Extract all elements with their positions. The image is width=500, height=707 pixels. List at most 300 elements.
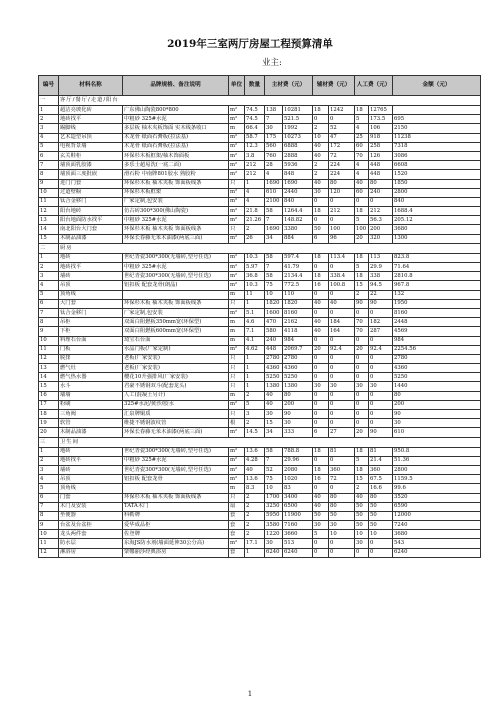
amount: 2448 (393, 318, 481, 327)
quantity: 1 (245, 179, 265, 188)
quantity: 74.5 (245, 115, 265, 124)
amount: 1440 (393, 382, 481, 391)
table-row (39, 115, 481, 124)
item-number: 4 (39, 281, 59, 290)
amount: 90 (393, 410, 481, 419)
auxiliary-price: 40 (313, 318, 329, 327)
unit: m (229, 318, 245, 327)
brand-spec: 世纪青瓷300*300(无墙砖,型号任选) (123, 272, 229, 281)
labor-cost: 0 (369, 354, 393, 363)
material-name: 钛合金移门 (59, 197, 123, 206)
material-name: 过道壁橱 (59, 188, 123, 197)
auxiliary-price: 50 (313, 225, 329, 234)
main-material-cost: 848 (283, 170, 313, 179)
item-number: 9 (39, 327, 59, 336)
table-row (39, 530, 481, 539)
unit: m (229, 327, 245, 336)
labor-cost: 240 (369, 188, 393, 197)
main-material-cost: 333 (283, 428, 313, 437)
labor-cost: 200 (369, 225, 393, 234)
material-name: 燃气灶 (59, 364, 123, 373)
auxiliary-price: 40 (313, 327, 329, 336)
brand-spec: 中粗砂 325#水泥 (123, 115, 229, 124)
quantity: 1 (245, 382, 265, 391)
table-row (39, 253, 481, 262)
item-number: 3 (39, 272, 59, 281)
quantity: 4.62 (245, 345, 265, 354)
labor-price: 25 (355, 133, 369, 142)
auxiliary-cost: 0 (329, 419, 355, 428)
brand-spec: 环保杉木板 柚木夹板 饰面板线条 (123, 493, 229, 502)
main-material-price: 15 (265, 419, 283, 428)
amount: 823.8 (393, 253, 481, 262)
main-material-cost: 2162 (283, 318, 313, 327)
auxiliary-price: 0 (313, 290, 329, 299)
item-number: 9 (39, 521, 59, 530)
item-number: 20 (39, 428, 59, 437)
material-name: 台盆及台盆柜 (59, 521, 123, 530)
labor-price: 15 (355, 281, 369, 290)
auxiliary-price: 0 (313, 336, 329, 345)
amount: 1850 (393, 179, 481, 188)
auxiliary-cost: 0 (329, 539, 355, 548)
auxiliary-price: 5 (313, 530, 329, 539)
unit: m (229, 124, 245, 133)
main-material-cost: 148.82 (283, 216, 313, 225)
brand-spec (123, 290, 229, 299)
item-number: 12 (39, 548, 59, 557)
material-name: 阳台地砖 (59, 207, 123, 216)
main-material-price: 58 (265, 447, 283, 456)
labor-price: 18 (355, 447, 369, 456)
item-number: 4 (39, 133, 59, 142)
auxiliary-price: 2 (313, 124, 329, 133)
labor-price: 90 (355, 299, 369, 308)
quantity: 21.26 (245, 216, 265, 225)
item-number: 11 (39, 197, 59, 206)
item-number: 16 (39, 391, 59, 400)
brand-spec: 人工(混凝土另计) (123, 391, 229, 400)
main-material-cost: 1020 (283, 475, 313, 484)
auxiliary-cost: 96 (329, 234, 355, 243)
unit: 套 (229, 530, 245, 539)
section-row (39, 96, 481, 106)
quantity: 2 (245, 521, 265, 530)
labor-cost: 12765 (369, 106, 393, 115)
labor-price: 0 (355, 308, 369, 317)
main-material-price: 470 (265, 318, 283, 327)
material-name: 大门套 (59, 299, 123, 308)
header-cell: 单位 (229, 76, 245, 96)
item-number: 10 (39, 188, 59, 197)
brand-spec: 厂家定制,包安装 (123, 197, 229, 206)
main-material-price: 34 (265, 234, 283, 243)
main-material-price: 75 (265, 475, 283, 484)
unit: m² (229, 161, 245, 170)
auxiliary-cost: 0 (329, 197, 355, 206)
unit: 只 (229, 382, 245, 391)
main-material-price: 1600 (265, 308, 283, 317)
auxiliary-cost: 72 (329, 151, 355, 160)
table-row (39, 502, 481, 511)
material-name: 墙顶面乳胶漆 (59, 161, 123, 170)
item-number: 5 (39, 142, 59, 151)
auxiliary-cost: 0 (329, 391, 355, 400)
amount: 71.64 (393, 263, 481, 272)
quantity: 5 (245, 400, 265, 409)
amount: 695 (393, 115, 481, 124)
amount: 6608 (393, 161, 481, 170)
labor-cost: 29.9 (369, 263, 393, 272)
brand-spec: 君豪不锈钢双斗(配套龙头) (123, 382, 229, 391)
item-number: 18 (39, 410, 59, 419)
auxiliary-price: 16 (313, 475, 329, 484)
amount: 4569 (393, 327, 481, 336)
labor-price: 0 (355, 400, 369, 409)
quantity: 5.1 (245, 308, 265, 317)
unit: m² (229, 447, 245, 456)
brand-spec: 325#水泥/黄沙/胶水 (123, 400, 229, 409)
material-name: 地砖找平 (59, 456, 123, 465)
item-number: 2 (39, 456, 59, 465)
material-name: 木制品油漆 (59, 234, 123, 243)
auxiliary-cost: 100.8 (329, 281, 355, 290)
amount: 5250 (393, 373, 481, 382)
main-material-cost: 5250 (283, 373, 313, 382)
item-number: 2 (39, 115, 59, 124)
item-number: 8 (39, 318, 59, 327)
amount: 132 (393, 290, 481, 299)
amount: 8160 (393, 308, 481, 317)
item-number: 13 (39, 364, 59, 373)
main-material-cost: 1264.4 (283, 207, 313, 216)
main-material-price: 6240 (265, 548, 283, 557)
main-material-cost: 772.5 (283, 281, 313, 290)
main-material-price: 10 (265, 290, 283, 299)
item-number: 15 (39, 234, 59, 243)
material-name: 钛合金移门 (59, 308, 123, 317)
main-material-cost: 8160 (283, 308, 313, 317)
labor-cost: 90 (369, 299, 393, 308)
auxiliary-price: 0 (313, 308, 329, 317)
auxiliary-price: 10 (313, 133, 329, 142)
auxiliary-cost: 0 (329, 400, 355, 409)
main-material-cost: 83 (283, 484, 313, 493)
main-material-cost: 7160 (283, 521, 313, 530)
auxiliary-cost: 0 (329, 263, 355, 272)
table-header-row (39, 76, 481, 96)
amount: 4360 (393, 364, 481, 373)
section-title: 客厅/餐厅/走道/阳台 (59, 96, 481, 106)
quantity: 1 (245, 373, 265, 382)
table-row (39, 493, 481, 502)
table-row (39, 318, 481, 327)
brand-spec: 环保杉木板 柚木夹板 饰面板线条 (123, 225, 229, 234)
brand-spec: 琦宝石台面 (123, 336, 229, 345)
labor-price: 18 (355, 253, 369, 262)
auxiliary-cost: 10 (329, 530, 355, 539)
auxiliary-price: 18 (313, 106, 329, 115)
labor-cost: 126 (369, 151, 393, 160)
labor-cost: 212 (369, 207, 393, 216)
unit: m² (229, 142, 245, 151)
auxiliary-cost: 0 (329, 456, 355, 465)
labor-price: 0 (355, 410, 369, 419)
labor-price: 60 (355, 188, 369, 197)
auxiliary-price: 20 (313, 345, 329, 354)
amount: 200 (393, 400, 481, 409)
table-row (39, 142, 481, 151)
quantity: 74.5 (245, 106, 265, 115)
auxiliary-price: 18 (313, 253, 329, 262)
labor-cost: 94.5 (369, 281, 393, 290)
auxiliary-cost: 0 (329, 115, 355, 124)
amount: 51.36 (393, 456, 481, 465)
auxiliary-cost: 113.4 (329, 253, 355, 262)
main-material-cost: 80 (283, 391, 313, 400)
brand-spec: 科勒牌 (123, 511, 229, 520)
brand-spec: 汇泉牌铜质 (123, 410, 229, 419)
auxiliary-price: 18 (313, 272, 329, 281)
main-material-price: 40 (265, 391, 283, 400)
main-material-price: 3580 (265, 521, 283, 530)
main-material-price: 138 (265, 106, 283, 115)
table-row (39, 410, 481, 419)
table-row (39, 391, 481, 400)
auxiliary-price: 0 (313, 391, 329, 400)
labor-cost: 106 (369, 124, 393, 133)
amount: 99.6 (393, 484, 481, 493)
main-material-cost: 3660 (283, 530, 313, 539)
item-number: 14 (39, 373, 59, 382)
auxiliary-cost: 100 (329, 225, 355, 234)
table-row (39, 170, 481, 179)
item-number: 11 (39, 539, 59, 548)
item-number: 3 (39, 124, 59, 133)
main-material-price: 1690 (265, 179, 283, 188)
header-cell: 数量 (245, 76, 265, 96)
material-name: 电视背景墙 (59, 142, 123, 151)
labor-cost: 10 (369, 530, 393, 539)
main-material-price: 7 (265, 115, 283, 124)
brand-spec: 樱花10升强排风(厂家安装) (123, 373, 229, 382)
labor-cost: 448 (369, 170, 393, 179)
auxiliary-price: 40 (313, 179, 329, 188)
labor-cost: 16.6 (369, 484, 393, 493)
auxiliary-cost: 0 (329, 410, 355, 419)
auxiliary-price: 0 (313, 400, 329, 409)
auxiliary-cost: 0 (329, 290, 355, 299)
table-row (39, 133, 481, 142)
main-material-price: 58 (265, 253, 283, 262)
main-material-cost: 3380 (283, 225, 313, 234)
table-row (39, 188, 481, 197)
unit: 只 (229, 373, 245, 382)
auxiliary-cost: 30 (329, 382, 355, 391)
amount: 30 (393, 419, 481, 428)
item-number: 12 (39, 354, 59, 363)
auxiliary-cost: 184 (329, 318, 355, 327)
brand-spec: 老板(厂家安装) (123, 354, 229, 363)
labor-cost: 0 (369, 373, 393, 382)
main-material-price: 5950 (265, 511, 283, 520)
labor-cost: 50 (369, 502, 393, 511)
unit: 只 (229, 179, 245, 188)
item-number: 1 (39, 106, 59, 115)
auxiliary-cost: 1242 (329, 106, 355, 115)
brand-spec: 滑石粉 中南牌801胶水 熟胶粉 (123, 170, 229, 179)
unit: 套 (229, 548, 245, 557)
main-material-cost: 884 (283, 234, 313, 243)
unit: m² (229, 170, 245, 179)
quantity: 7.1 (245, 327, 265, 336)
brand-spec: 中粗砂 325#水泥 (123, 216, 229, 225)
unit: 只 (229, 299, 245, 308)
main-material-price: 4 (265, 170, 283, 179)
material-name: 墙顶面三度批嵌 (59, 170, 123, 179)
item-number: 3 (39, 465, 59, 474)
amount: 80 (393, 391, 481, 400)
labor-cost: 338 (369, 272, 393, 281)
brand-spec: 环保杉木板框架/柚木饰面板 (123, 151, 229, 160)
main-material-price: 760 (265, 151, 283, 160)
main-material-price: 34 (265, 428, 283, 437)
table-row (39, 400, 481, 409)
main-material-cost: 2134.4 (283, 272, 313, 281)
table-row (39, 548, 481, 557)
item-number: 15 (39, 382, 59, 391)
unit: m² (229, 133, 245, 142)
auxiliary-cost: 0 (329, 373, 355, 382)
main-material-cost: 2780 (283, 354, 313, 363)
unit: m² (229, 263, 245, 272)
main-material-cost: 4360 (283, 364, 313, 373)
auxiliary-price: 0 (313, 484, 329, 493)
amount: 1300 (393, 234, 481, 243)
unit: m (229, 484, 245, 493)
main-material-cost: 5936 (283, 161, 313, 170)
main-material-cost: 10273 (283, 133, 313, 142)
brand-spec: 老板(厂家安装) (123, 364, 229, 373)
quantity: 10.3 (245, 253, 265, 262)
auxiliary-cost: 0 (329, 354, 355, 363)
auxiliary-price: 16 (313, 281, 329, 290)
page-title: 2019年三室两厅房屋工程预算清单 (167, 38, 333, 50)
main-material-cost: 1992 (283, 124, 313, 133)
labor-cost: 67.5 (369, 475, 393, 484)
auxiliary-cost: 40 (329, 299, 355, 308)
quantity: 5.97 (245, 263, 265, 272)
amount: 610 (393, 428, 481, 437)
labor-price: 0 (355, 364, 369, 373)
unit: m² (229, 465, 245, 474)
labor-price: 2 (355, 290, 369, 299)
amount: 7240 (393, 521, 481, 530)
amount: 1520 (393, 170, 481, 179)
table-row (39, 447, 481, 456)
labor-cost: 918 (369, 133, 393, 142)
material-name: 玄关鞋柜 (59, 151, 123, 160)
quantity: 2 (245, 502, 265, 511)
labor-cost: 113 (369, 253, 393, 262)
labor-cost: 30 (369, 382, 393, 391)
material-name: 顶角线 (59, 484, 123, 493)
auxiliary-cost: 224 (329, 161, 355, 170)
unit: m² (229, 188, 245, 197)
header-cell: 金额（元） (393, 76, 481, 96)
labor-cost: 0 (369, 539, 393, 548)
labor-price: 18 (355, 465, 369, 474)
labor-price: 0 (355, 336, 369, 345)
auxiliary-cost: 80 (329, 502, 355, 511)
material-name: 水斗 (59, 382, 123, 391)
material-name: 木制品油漆 (59, 428, 123, 437)
labor-price: 15 (355, 475, 369, 484)
item-number: 13 (39, 216, 59, 225)
labor-price: 70 (355, 318, 369, 327)
main-material-cost: 4118 (283, 327, 313, 336)
header-cell: 人工费（元） (355, 76, 393, 96)
main-material-price: 10 (265, 484, 283, 493)
table-row (39, 234, 481, 243)
item-number: 10 (39, 530, 59, 539)
material-name: 地砖找平 (59, 263, 123, 272)
table-row (39, 281, 481, 290)
auxiliary-cost: 0 (329, 308, 355, 317)
labor-price: 50 (355, 502, 369, 511)
material-name: 墙墙 (59, 391, 123, 400)
labor-cost: 0 (369, 410, 393, 419)
item-number: 1 (39, 253, 59, 262)
labor-price: 5 (355, 456, 369, 465)
amount: 7318 (393, 142, 481, 151)
amount: 3680 (393, 225, 481, 234)
main-material-price: 28 (265, 161, 283, 170)
labor-price: 70 (355, 151, 369, 160)
main-material-price: 30 (265, 124, 283, 133)
main-material-cost: 1380 (283, 382, 313, 391)
unit: m² (229, 475, 245, 484)
unit: m² (229, 216, 245, 225)
material-name: 粉刷 (59, 400, 123, 409)
item-number: 5 (39, 484, 59, 493)
amount: 205.12 (393, 216, 481, 225)
quantity: 212 (245, 170, 265, 179)
brand-spec: 仿古砖300*300(佛山陶瓷) (123, 207, 229, 216)
main-material-cost: 110 (283, 290, 313, 299)
labor-cost: 80 (369, 493, 393, 502)
table-row (39, 225, 481, 234)
labor-price: 10 (355, 530, 369, 539)
labor-price: 60 (355, 142, 369, 151)
labor-cost: 0 (369, 308, 393, 317)
table-row (39, 106, 481, 115)
material-name: 地砖找平 (59, 115, 123, 124)
item-number: 11 (39, 345, 59, 354)
quantity: 4 (245, 188, 265, 197)
table-row (39, 354, 481, 363)
labor-price: 4 (355, 124, 369, 133)
quantity: 4.28 (245, 456, 265, 465)
material-name: 墙砖 (59, 272, 123, 281)
amount: 1688.4 (393, 207, 481, 216)
unit: 只 (229, 364, 245, 373)
labor-price: 40 (355, 493, 369, 502)
quantity: 8.3 (245, 484, 265, 493)
item-number: 17 (39, 400, 59, 409)
auxiliary-cost: 172 (329, 142, 355, 151)
quantity: 14.5 (245, 428, 265, 437)
